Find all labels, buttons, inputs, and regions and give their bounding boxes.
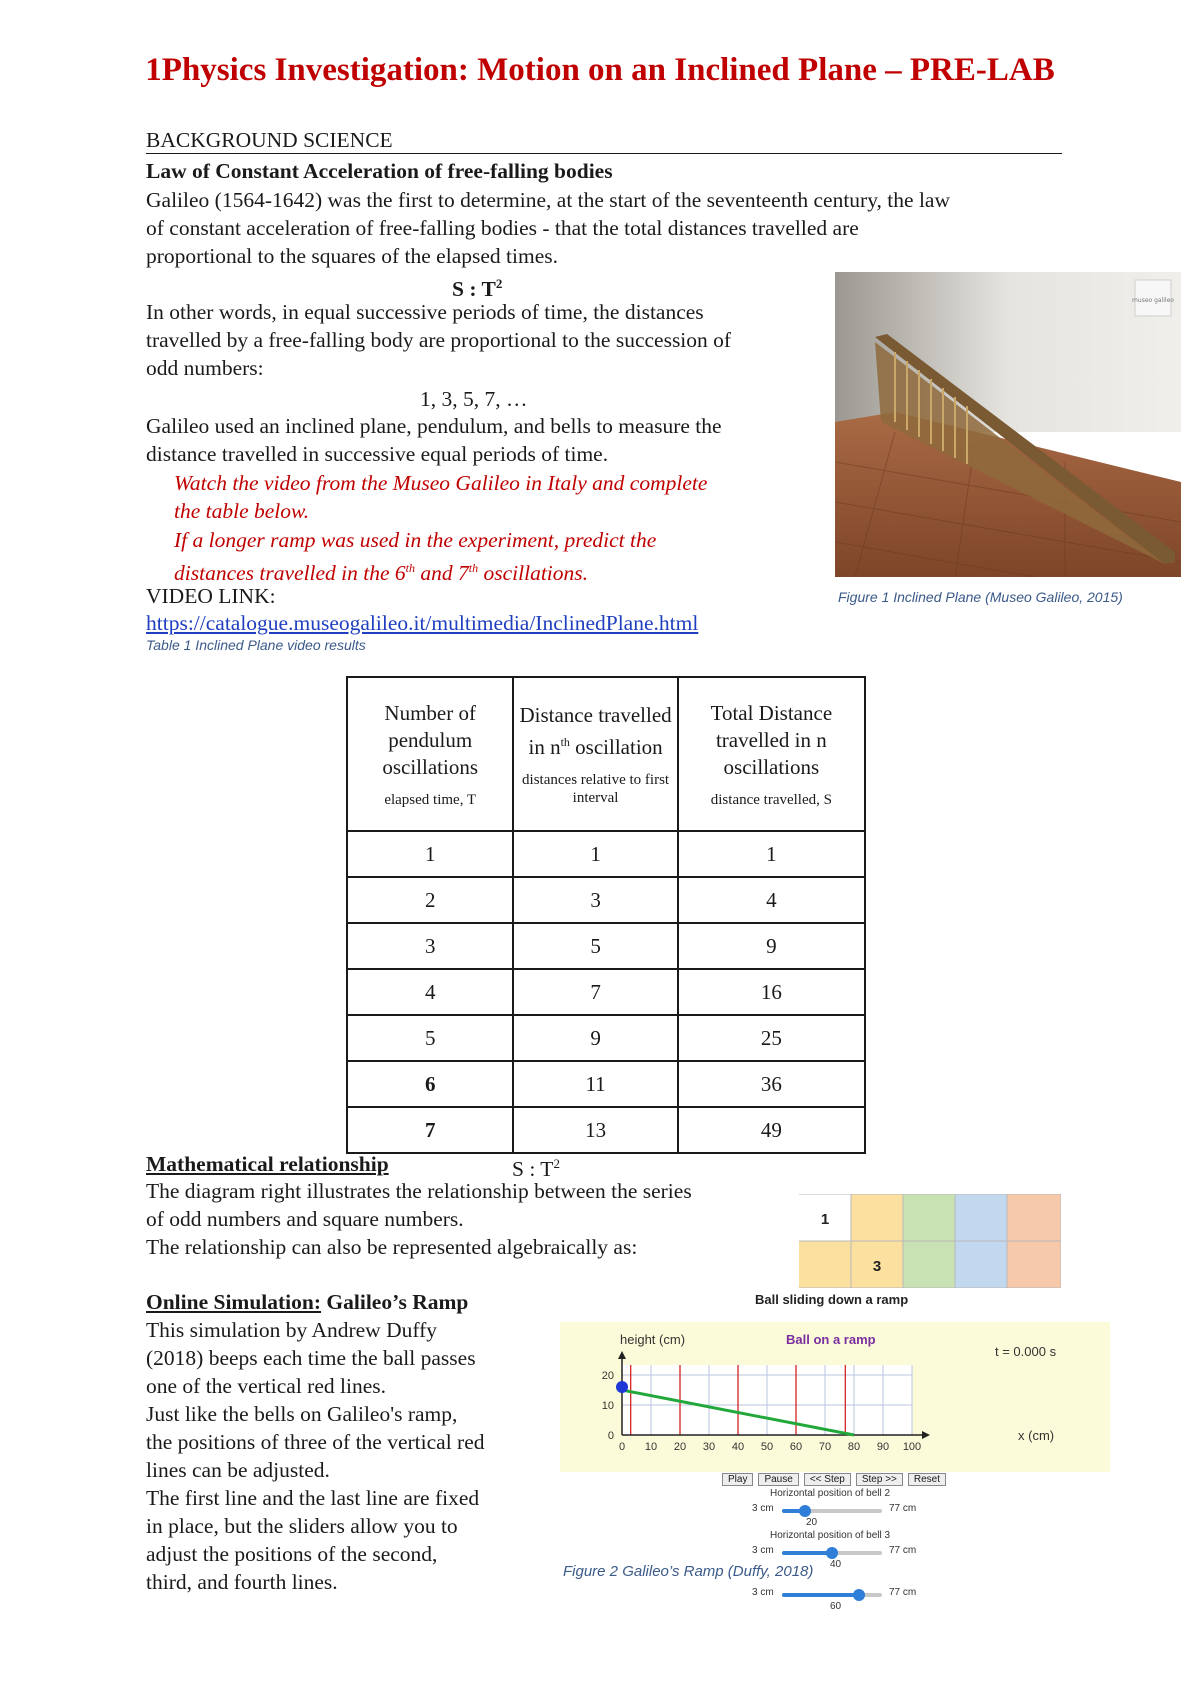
ramp-simulation	[560, 1322, 1110, 1472]
header-title: oscillation	[569, 734, 663, 759]
slider-value: 40	[830, 1559, 842, 1570]
y-tick-label: 10	[601, 1400, 614, 1412]
intro-line: of constant acceleration of free-falling bodies - that the total distances travelled are	[146, 216, 859, 240]
relation-exponent: 2	[495, 276, 503, 291]
slider-fill	[782, 1551, 832, 1555]
instruction-text: oscillations.	[478, 561, 589, 586]
sim-line: adjust the positions of the second,	[146, 1542, 438, 1566]
sim-plot-title: Ball on a ramp	[786, 1332, 876, 1347]
intro-paragraph	[146, 186, 950, 270]
law-heading: Law of Constant Acceleration of free-falling bodies	[146, 159, 613, 183]
other-words-line: travelled by a free-falling body are proportional to the succession of	[146, 328, 732, 352]
math-line: The relationship can also be represented algebraically as:	[146, 1235, 638, 1259]
table-cell: 1	[513, 831, 677, 877]
x-tick-label: 100	[902, 1441, 922, 1453]
table-cell: 13	[513, 1107, 677, 1153]
figure2-caption: Figure 2 Galileo’s Ramp (Duffy, 2018)	[563, 1563, 814, 1580]
sim-line: The first line and the last line are fixed	[146, 1486, 480, 1510]
table-row	[347, 831, 865, 877]
table-cell: 5	[347, 1015, 513, 1061]
table-row	[347, 969, 865, 1015]
slider-value: 60	[830, 1601, 842, 1612]
table-row	[347, 923, 865, 969]
math-relation-base: S : T	[512, 1157, 554, 1182]
header-subtitle: distances relative to first interval	[522, 771, 670, 806]
other-words-line: In other words, in equal successive periods of time, the distances	[146, 300, 704, 324]
ball	[616, 1381, 628, 1393]
table-cell: 36	[678, 1061, 865, 1107]
intro-line: Galileo (1564-1642) was the first to determine, at the start of the seventeenth century, the law	[146, 188, 950, 212]
math-heading: Mathematical relationship	[146, 1152, 389, 1176]
x-tick-label: 10	[644, 1441, 658, 1453]
sim-heading-label: Online Simulation:	[146, 1290, 322, 1314]
slider-max: 77 cm	[889, 1503, 917, 1514]
table-cell: 11	[513, 1061, 677, 1107]
sim-heading	[146, 1288, 468, 1316]
math-relation-exponent: 2	[553, 1156, 560, 1171]
step-forward-button[interactable]: Step >>	[856, 1473, 903, 1486]
intro-line: proportional to the squares of the elapsed times.	[146, 244, 558, 268]
galileo-line: Galileo used an inclined plane, pendulum, and bells to measure the	[146, 414, 722, 438]
slider3-label: Horizontal position of bell 3	[770, 1530, 891, 1541]
page-title: 1Physics Investigation: Motion on an Inclined Plane – PRE-LAB	[145, 52, 1055, 88]
table-cell: 16	[678, 969, 865, 1015]
x-tick-label: 50	[760, 1441, 774, 1453]
table-cell: 25	[678, 1015, 865, 1061]
table-row	[347, 1015, 865, 1061]
slider-min: 3 cm	[752, 1545, 774, 1556]
inclined-plane-photo	[835, 272, 1181, 577]
table-cell: 4	[347, 969, 513, 1015]
table-cell: 4	[678, 877, 865, 923]
sim-ylabel: height (cm)	[620, 1332, 686, 1347]
instruction-sup: th	[468, 561, 479, 575]
table-cell: 7	[347, 1107, 513, 1153]
sim-line: This simulation by Andrew Duffy	[146, 1318, 438, 1342]
figure1-caption: Figure 1 Inclined Plane (Museo Galileo, 2015)	[838, 589, 1123, 605]
table-caption: Table 1 Inclined Plane video results	[146, 637, 366, 653]
sim-line: one of the vertical red lines.	[146, 1374, 386, 1398]
other-words-paragraph	[146, 298, 731, 382]
grid-cell	[851, 1194, 903, 1241]
slider-track[interactable]	[782, 1593, 882, 1597]
sim-controls	[722, 1473, 946, 1486]
other-words-line: odd numbers:	[146, 356, 264, 380]
instruction-line: the table below.	[174, 499, 310, 523]
play-button[interactable]: Play	[722, 1473, 753, 1486]
results-table	[346, 676, 866, 1154]
table-cell: 7	[513, 969, 677, 1015]
sim-line: lines can be adjusted.	[146, 1458, 330, 1482]
sim-line: the positions of three of the vertical red	[146, 1430, 485, 1454]
sim-line: in place, but the sliders allow you to	[146, 1514, 458, 1538]
table-header-cell	[678, 677, 865, 831]
slider-track[interactable]	[782, 1509, 882, 1513]
grid-label-3: 3	[872, 1258, 882, 1275]
slider-handle[interactable]	[799, 1505, 811, 1517]
video-link-label: VIDEO LINK:	[146, 584, 276, 608]
instruction-line: Watch the video from the Museo Galileo in Italy and complete	[174, 471, 708, 495]
inclined-plane-illustration	[835, 272, 1181, 577]
header-sup: th	[560, 734, 570, 749]
slider-handle[interactable]	[826, 1547, 838, 1559]
x-tick-label: 0	[618, 1441, 626, 1453]
slider-handle[interactable]	[853, 1589, 865, 1601]
table-header-cell	[347, 677, 513, 831]
table-cell: 1	[678, 831, 865, 877]
instruction-watch-video	[174, 469, 707, 525]
math-paragraph	[146, 1177, 692, 1261]
instruction-predict	[174, 526, 656, 587]
slider-min: 3 cm	[752, 1503, 774, 1514]
y-tick-label: 20	[601, 1370, 614, 1382]
header-title: Total Distance travelled in n oscillations	[710, 700, 833, 779]
sim-line: Just like the bells on Galileo's ramp,	[146, 1402, 458, 1426]
math-line: The diagram right illustrates the relationship between the series	[146, 1179, 692, 1203]
table-cell: 6	[347, 1061, 513, 1107]
relation-base: S : T	[452, 277, 496, 302]
photo-watermark: museo galileo	[1132, 297, 1174, 304]
instruction-line: If a longer ramp was used in the experiment, predict the	[174, 528, 657, 552]
x-tick-label: 70	[818, 1441, 832, 1453]
sim-line: (2018) beeps each time the ball passes	[146, 1346, 476, 1370]
x-tick-label: 40	[731, 1441, 745, 1453]
x-tick-label: 30	[702, 1441, 716, 1453]
grid-label-1: 1	[820, 1211, 830, 1228]
sim-xlabel: x (cm)	[1018, 1428, 1055, 1443]
instruction-sup: th	[405, 561, 416, 575]
sim-window-title: Ball sliding down a ramp	[755, 1292, 909, 1307]
header-title: Number of pendulum oscillations	[382, 700, 479, 779]
table-row	[347, 1061, 865, 1107]
galileo-paragraph	[146, 412, 722, 468]
table-header-cell	[513, 677, 677, 831]
header-title: Distance travelled in n	[519, 702, 672, 759]
x-tick-label: 20	[673, 1441, 687, 1453]
table-cell: 49	[678, 1107, 865, 1153]
table-cell: 5	[513, 923, 677, 969]
math-line: of odd numbers and square numbers.	[146, 1207, 464, 1231]
table-cell: 2	[347, 877, 513, 923]
sim-paragraph	[146, 1316, 485, 1596]
video-link[interactable]: https://catalogue.museogalileo.it/multimedia/InclinedPlane.html	[146, 611, 699, 635]
instruction-text: distances travelled in the 6	[174, 561, 406, 586]
table-header-row	[347, 677, 865, 831]
x-tick-label: 80	[847, 1441, 861, 1453]
step-back-button[interactable]: << Step	[804, 1473, 851, 1486]
odd-sequence: 1, 3, 5, 7, …	[420, 387, 528, 411]
slider-max: 77 cm	[889, 1587, 917, 1598]
y-tick-label: 0	[607, 1430, 614, 1442]
table-cell: 9	[513, 1015, 677, 1061]
x-tick-label: 60	[789, 1441, 803, 1453]
table-cell: 1	[347, 831, 513, 877]
slider-min: 3 cm	[752, 1587, 774, 1598]
slider2-label: Horizontal position of bell 2	[770, 1488, 891, 1499]
sim-line: third, and fourth lines.	[146, 1570, 338, 1594]
reset-button[interactable]: Reset	[908, 1473, 946, 1486]
sim-heading-title: Galileo’s Ramp	[321, 1290, 469, 1314]
table-row	[347, 877, 865, 923]
slider-track[interactable]	[782, 1551, 882, 1555]
slider-fill	[782, 1593, 859, 1597]
header-subtitle: distance travelled, S	[710, 791, 832, 808]
pause-button[interactable]: Pause	[758, 1473, 798, 1486]
x-tick-label: 90	[876, 1441, 890, 1453]
odd-square-diagram	[799, 1194, 1061, 1288]
background-heading: BACKGROUND SCIENCE	[146, 127, 1062, 154]
sim-time: t = 0.000 s	[995, 1344, 1057, 1359]
table-cell: 3	[513, 877, 677, 923]
table-row	[347, 1107, 865, 1153]
instruction-text: and 7	[415, 561, 469, 586]
slider-max: 77 cm	[889, 1545, 917, 1556]
table-cell: 3	[347, 923, 513, 969]
slider-value: 20	[806, 1517, 818, 1528]
galileo-line: distance travelled in successive equal periods of time.	[146, 442, 609, 466]
table-cell: 9	[678, 923, 865, 969]
header-subtitle: elapsed time, T	[384, 791, 477, 808]
